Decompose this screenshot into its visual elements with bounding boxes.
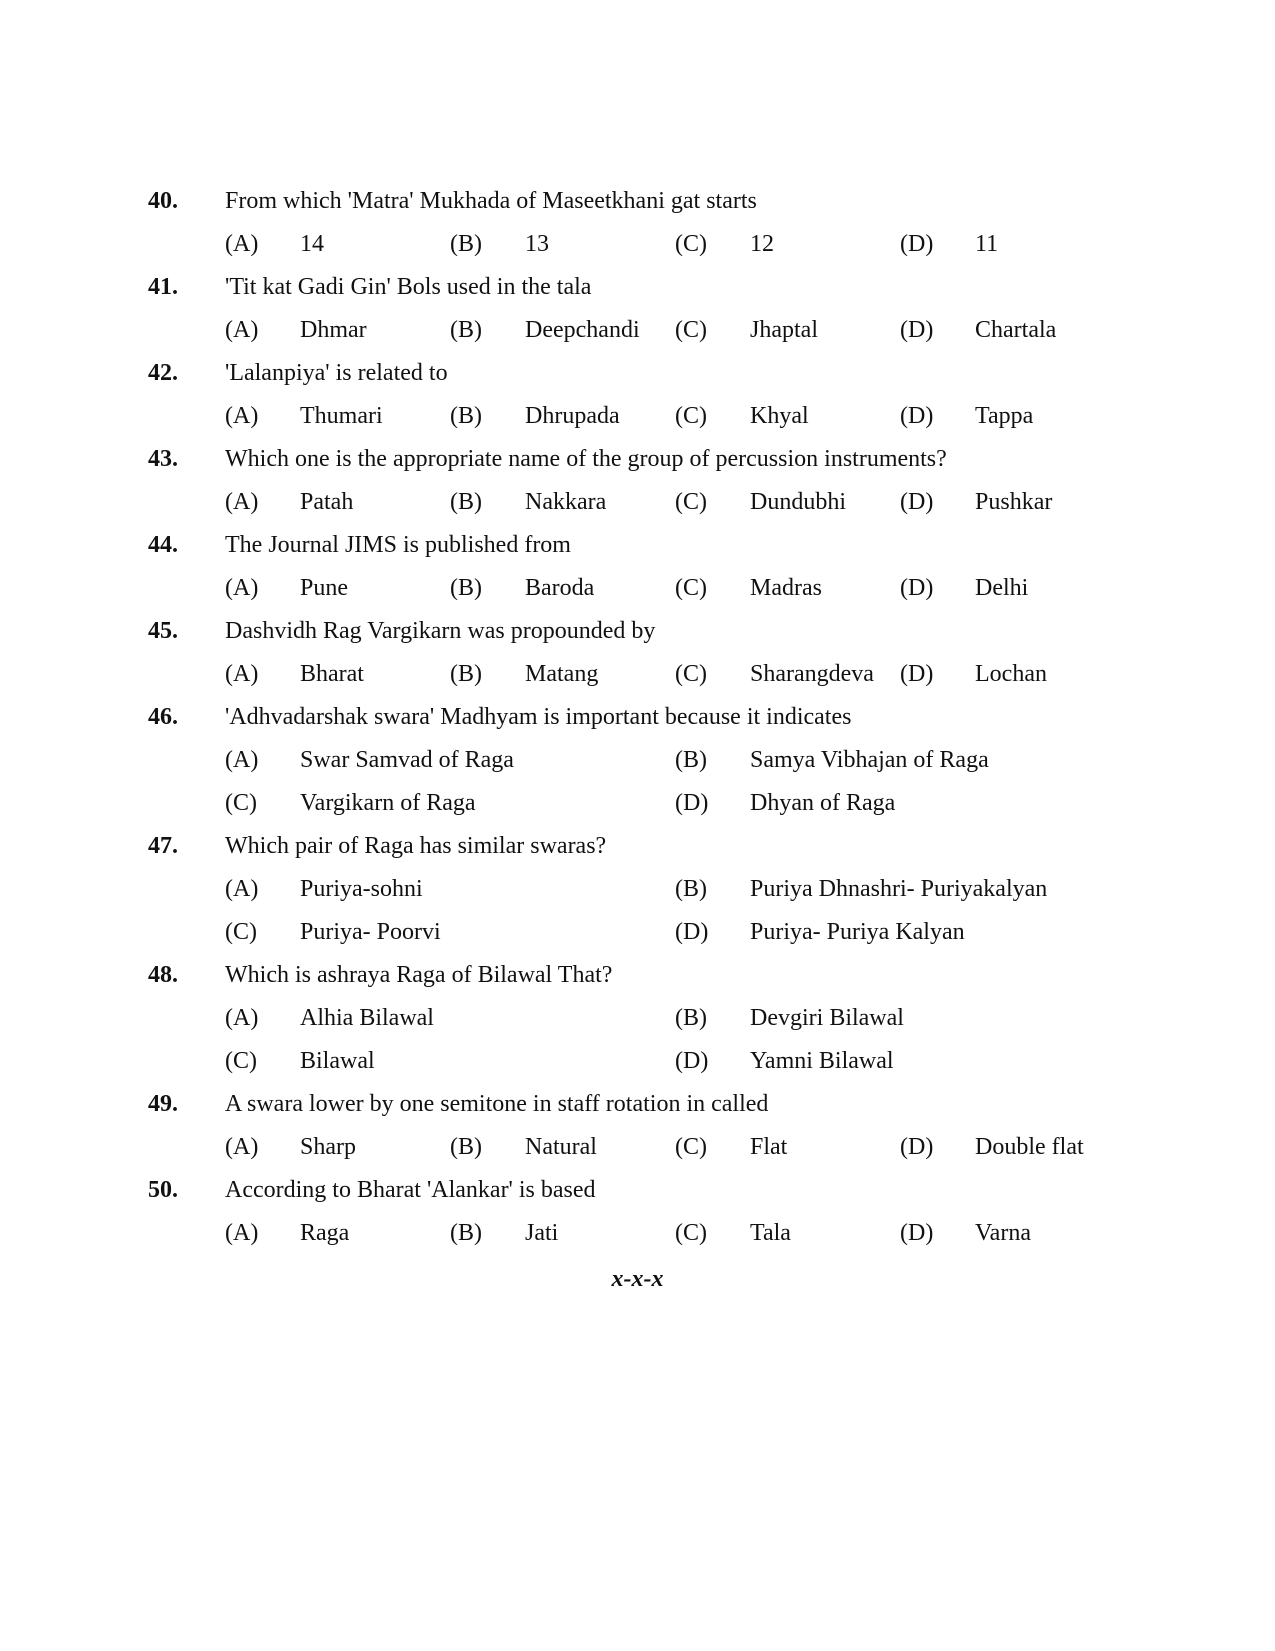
option-text: Yamni Bilawal [750, 1048, 894, 1074]
option-label: (D) [675, 1048, 709, 1074]
question-text: According to Bharat 'Alankar' is based [225, 1177, 596, 1203]
option-label: (B) [675, 1005, 707, 1031]
options-row [0, 782, 1275, 825]
option-text: Bharat [300, 661, 364, 687]
option-text: Puriya- Poorvi [300, 919, 441, 945]
option-label: (A) [225, 403, 259, 429]
question-text: From which 'Matra' Mukhada of Maseetkhani gat starts [225, 188, 757, 214]
options-row [0, 1040, 1275, 1083]
option-label: (D) [900, 1134, 934, 1160]
option-label: (A) [225, 661, 259, 687]
option-label: (D) [900, 575, 934, 601]
options-row [0, 739, 1275, 782]
option-text: Samya Vibhajan of Raga [750, 747, 989, 773]
question-number: 49. [148, 1091, 178, 1117]
question-text: Dashvidh Rag Vargikarn was propounded by [225, 618, 656, 644]
option-text: Chartala [975, 317, 1057, 343]
option-label: (C) [675, 1134, 707, 1160]
question-text: A swara lower by one semitone in staff rotation in called [225, 1091, 769, 1117]
options-row [0, 1212, 1275, 1255]
options-row [0, 567, 1275, 610]
option-text: Deepchandi [525, 317, 640, 343]
question-row [0, 352, 1275, 395]
option-label: (B) [450, 231, 482, 257]
option-text: Vargikarn of Raga [300, 790, 476, 816]
question-number: 45. [148, 618, 178, 644]
options-row [0, 1126, 1275, 1169]
option-label: (D) [900, 317, 934, 343]
option-label: (A) [225, 489, 259, 515]
option-text: Raga [300, 1220, 350, 1246]
option-text: Devgiri Bilawal [750, 1005, 904, 1031]
option-label: (A) [225, 1005, 259, 1031]
option-label: (C) [675, 317, 707, 343]
option-text: 13 [525, 231, 549, 257]
option-label: (D) [900, 661, 934, 687]
option-text: Thumari [300, 403, 383, 429]
option-label: (A) [225, 1134, 259, 1160]
option-label: (C) [675, 575, 707, 601]
option-label: (A) [225, 876, 259, 902]
option-text: Puriya-sohni [300, 876, 423, 902]
question-number: 40. [148, 188, 178, 214]
question-row [0, 825, 1275, 868]
option-label: (D) [675, 919, 709, 945]
options-row [0, 481, 1275, 524]
option-text: Lochan [975, 661, 1047, 687]
option-text: Dhmar [300, 317, 367, 343]
option-label: (B) [450, 1134, 482, 1160]
option-label: (A) [225, 747, 259, 773]
option-text: Puriya Dhnashri- Puriyakalyan [750, 876, 1048, 902]
option-label: (B) [450, 317, 482, 343]
option-label: (B) [675, 876, 707, 902]
option-label: (C) [225, 1048, 257, 1074]
option-label: (B) [450, 575, 482, 601]
option-text: Varna [975, 1220, 1031, 1246]
question-row [0, 696, 1275, 739]
question-text: 'Tit kat Gadi Gin' Bols used in the tala [225, 274, 592, 300]
option-label: (D) [900, 489, 934, 515]
option-label: (A) [225, 317, 259, 343]
question-row [0, 954, 1275, 997]
option-label: (B) [450, 1220, 482, 1246]
question-number: 41. [148, 274, 178, 300]
option-label: (A) [225, 575, 259, 601]
options-row [0, 395, 1275, 438]
end-of-paper-mark: x-x-x [611, 1266, 664, 1292]
question-text: Which one is the appropriate name of the group of percussion instruments? [225, 446, 947, 472]
question-number: 48. [148, 962, 178, 988]
option-label: (C) [675, 489, 707, 515]
option-text: 11 [975, 231, 999, 257]
question-row [0, 180, 1275, 223]
question-row [0, 1169, 1275, 1212]
option-text: Delhi [975, 575, 1029, 601]
option-text: Double flat [975, 1134, 1084, 1160]
option-text: Puriya- Puriya Kalyan [750, 919, 965, 945]
options-row [0, 223, 1275, 266]
option-text: Sharangdeva [750, 661, 874, 687]
options-row [0, 997, 1275, 1040]
option-label: (C) [675, 403, 707, 429]
option-text: Matang [525, 661, 599, 687]
option-label: (A) [225, 231, 259, 257]
options-row [0, 868, 1275, 911]
option-text: 12 [750, 231, 774, 257]
question-row [0, 524, 1275, 567]
option-text: Baroda [525, 575, 595, 601]
options-row [0, 309, 1275, 352]
question-text: The Journal JIMS is published from [225, 532, 571, 558]
option-label: (B) [450, 489, 482, 515]
option-label: (C) [675, 231, 707, 257]
option-text: Nakkara [525, 489, 607, 515]
option-text: Dundubhi [750, 489, 846, 515]
option-label: (B) [450, 661, 482, 687]
option-label: (D) [675, 790, 709, 816]
question-list [0, 180, 1275, 1255]
question-number: 47. [148, 833, 178, 859]
option-text: Swar Samvad of Raga [300, 747, 514, 773]
option-text: Khyal [750, 403, 809, 429]
option-text: Flat [750, 1134, 788, 1160]
question-number: 44. [148, 532, 178, 558]
options-row [0, 653, 1275, 696]
question-text: 'Lalanpiya' is related to [225, 360, 448, 386]
question-number: 43. [148, 446, 178, 472]
option-label: (D) [900, 231, 934, 257]
option-text: Alhia Bilawal [300, 1005, 434, 1031]
option-label: (C) [675, 1220, 707, 1246]
option-label: (A) [225, 1220, 259, 1246]
option-text: Bilawal [300, 1048, 375, 1074]
question-number: 42. [148, 360, 178, 386]
option-text: Tappa [975, 403, 1034, 429]
question-number: 46. [148, 704, 178, 730]
option-label: (C) [225, 790, 257, 816]
question-row [0, 438, 1275, 481]
question-text: 'Adhvadarshak swara' Madhyam is important because it indicates [225, 704, 852, 730]
option-text: Patah [300, 489, 354, 515]
options-row [0, 911, 1275, 954]
question-row [0, 266, 1275, 309]
option-text: Pune [300, 575, 348, 601]
option-text: Dhyan of Raga [750, 790, 896, 816]
question-text: Which pair of Raga has similar swaras? [225, 833, 607, 859]
option-text: Tala [750, 1220, 791, 1246]
question-row [0, 1083, 1275, 1126]
option-text: Dhrupada [525, 403, 620, 429]
option-text: Sharp [300, 1134, 356, 1160]
option-label: (B) [675, 747, 707, 773]
option-label: (D) [900, 1220, 934, 1246]
question-number: 50. [148, 1177, 178, 1203]
option-text: Jati [525, 1220, 559, 1246]
option-text: Pushkar [975, 489, 1053, 515]
option-label: (C) [675, 661, 707, 687]
question-row [0, 610, 1275, 653]
option-text: Natural [525, 1134, 597, 1160]
question-text: Which is ashraya Raga of Bilawal That? [225, 962, 613, 988]
option-label: (D) [900, 403, 934, 429]
option-label: (B) [450, 403, 482, 429]
option-label: (C) [225, 919, 257, 945]
option-text: 14 [300, 231, 324, 257]
option-text: Madras [750, 575, 822, 601]
option-text: Jhaptal [750, 317, 818, 343]
